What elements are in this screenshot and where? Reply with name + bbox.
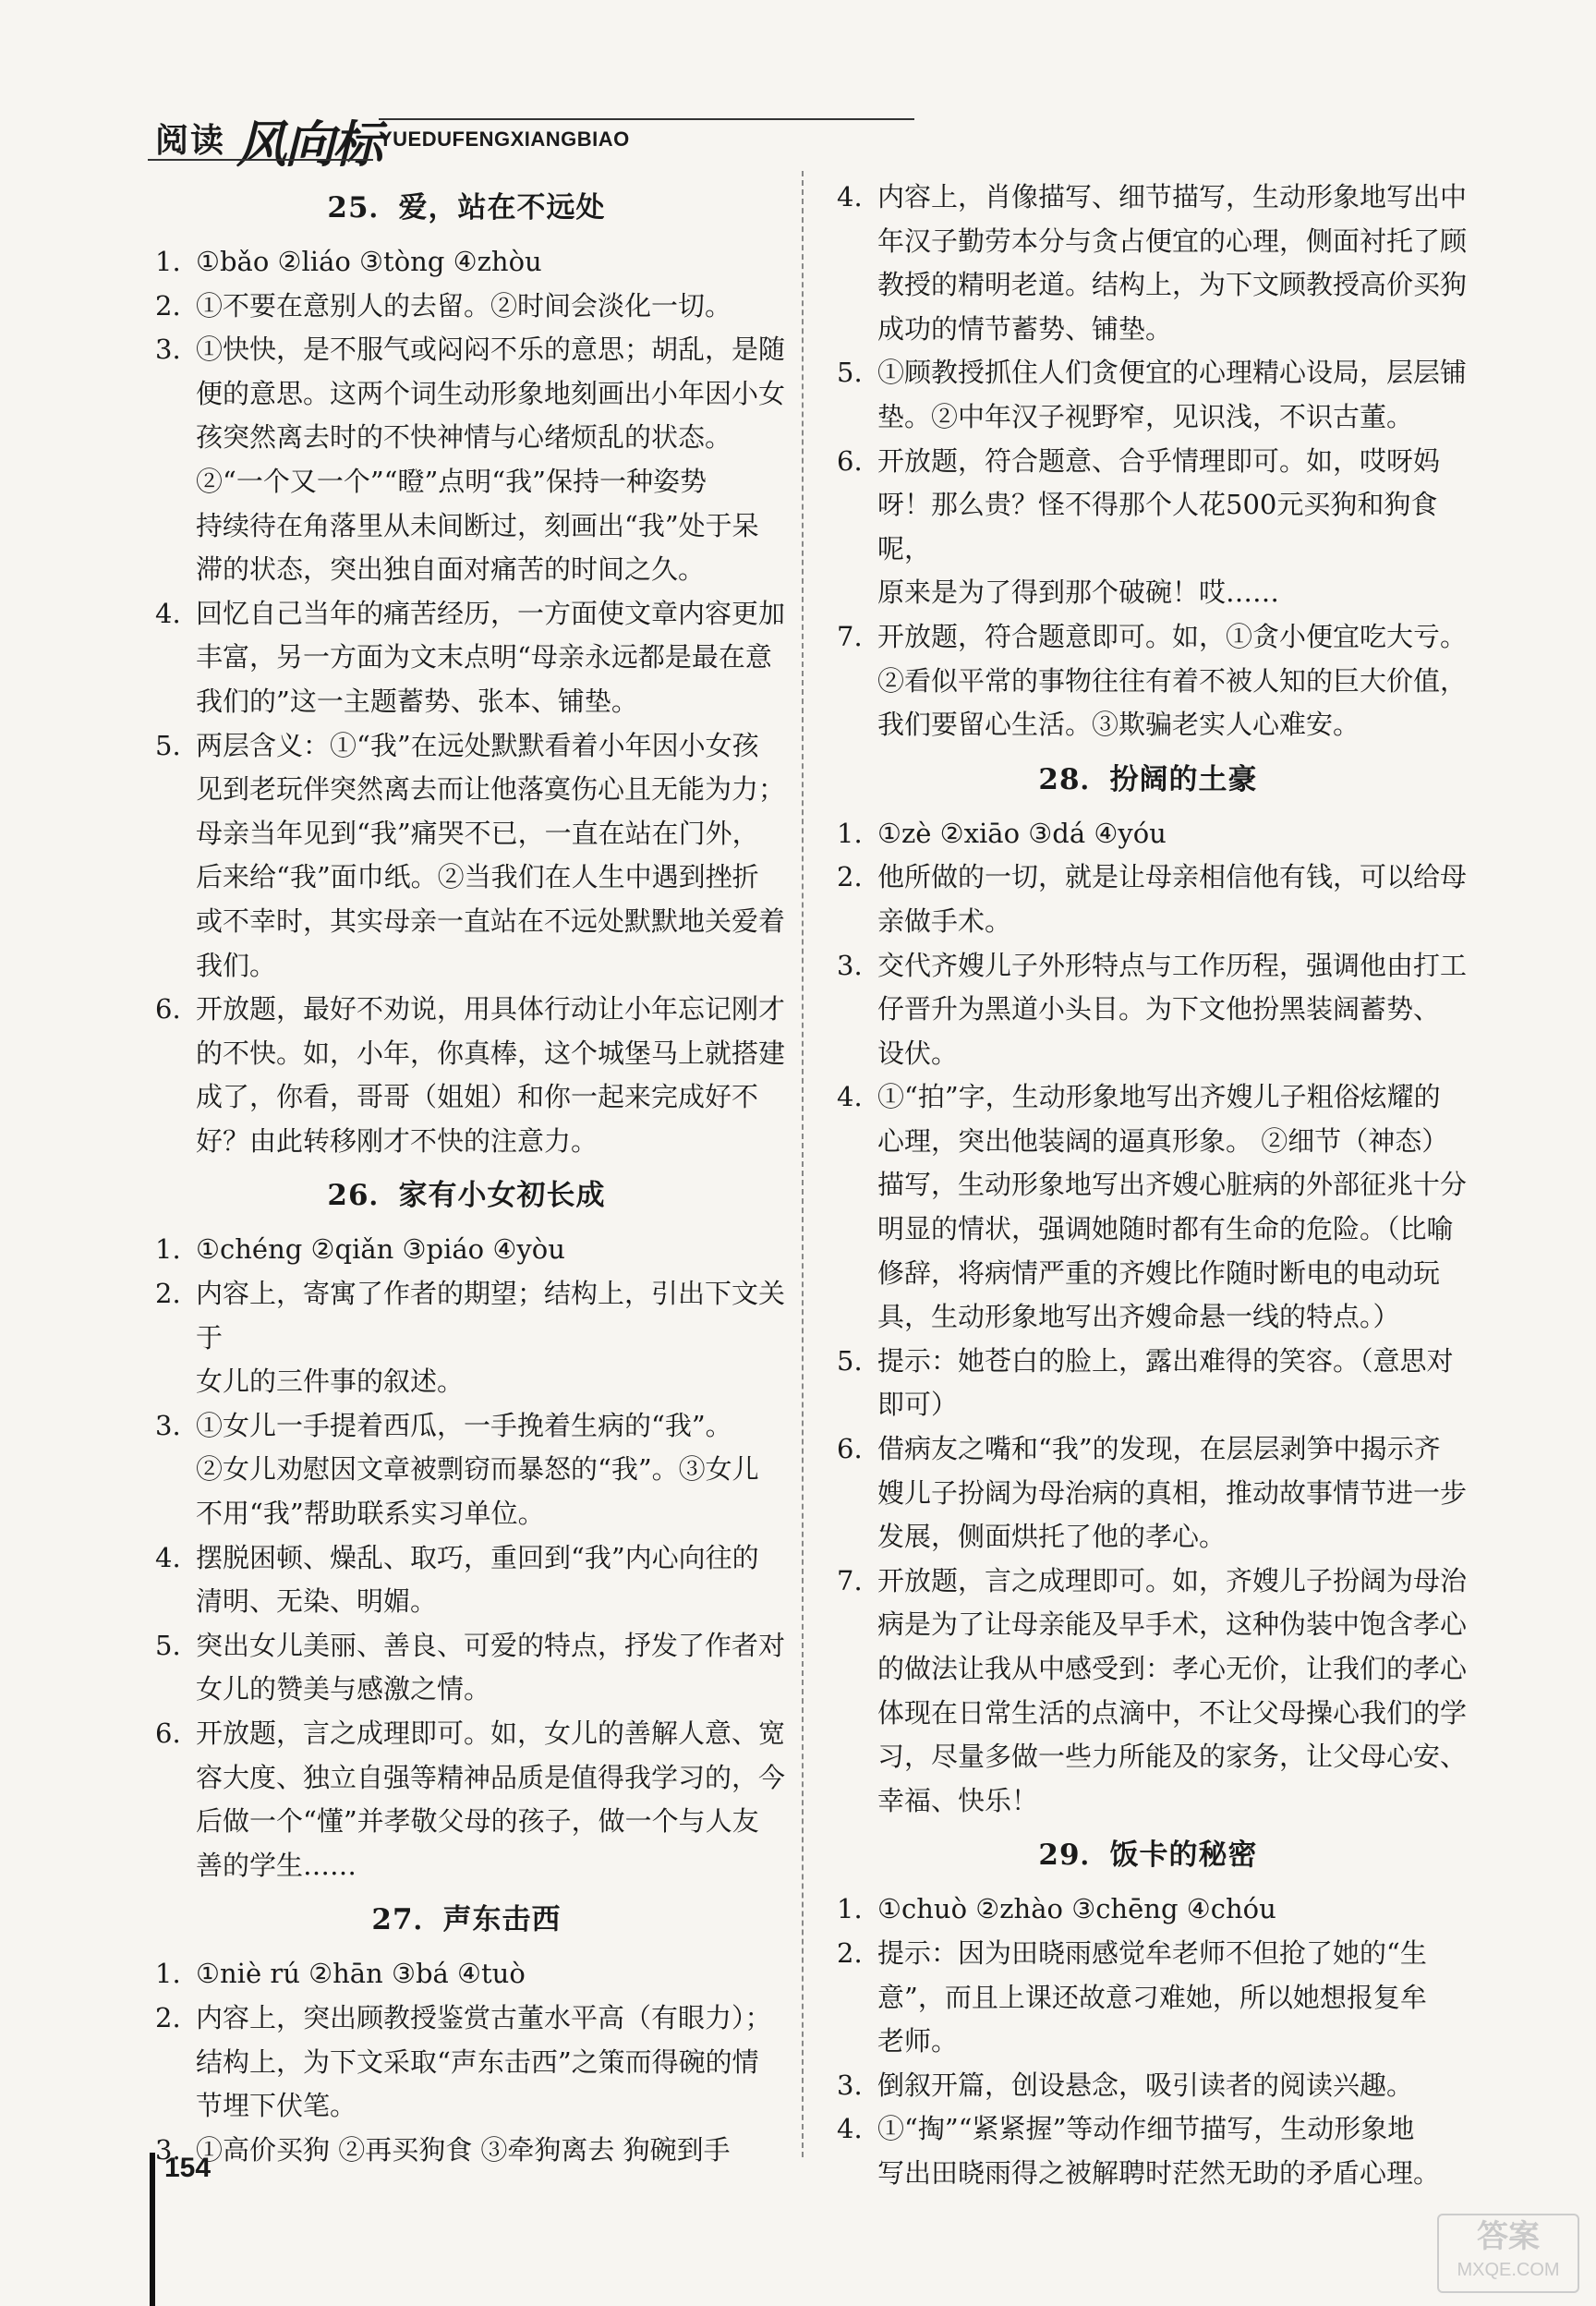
answer-line: 节埋下伏笔。 (196, 2090, 357, 2122)
answer-line: 嫂儿子扮阔为母治病的真相，推动故事情节进一步 (877, 1476, 1468, 1509)
answer-number: 4. (155, 1541, 181, 1573)
answer-item (148, 1272, 785, 1404)
answer-number: 4. (837, 2113, 863, 2145)
answer-number: 4. (837, 1081, 863, 1113)
answer-line: ②看似平常的事物往往有着不被人知的巨大价值， (877, 664, 1468, 697)
answer-number: 6. (837, 444, 863, 477)
answer-number: 5. (837, 357, 863, 389)
answer-line: ①zè ②xiāo ③dá ④yóu (877, 817, 1167, 849)
answer-line: 两层含义：①“我”在远处默默看着小年因小女孩 (196, 729, 759, 761)
answer-line: 女儿的赞美与感激之情。 (196, 1673, 491, 1705)
answer-line: 年汉子勤劳本分与贪占便宜的心理，侧面衬托了顾 (877, 225, 1468, 257)
answer-item (148, 592, 785, 724)
answer-item (829, 1340, 1467, 1427)
answer-line: 便的意思。这两个词生动形象地刻画出小年因小女 (196, 377, 786, 409)
answer-line: 突出女儿美丽、善良、可爱的特点，抒发了作者对 (196, 1629, 786, 1661)
section-title: 25．爱，站在不远处 (327, 191, 606, 225)
answer-number: 3. (837, 2069, 863, 2101)
answer-number: 1. (155, 1958, 181, 1990)
watermark-text: 答案 (1477, 2219, 1540, 2254)
answer-line: ①bǎo ②liáo ③tòng ④zhòu (196, 246, 542, 277)
answer-number: 2. (837, 1936, 863, 1969)
answer-line: 发展，侧面烘托了他的孝心。 (877, 1521, 1227, 1553)
answer-line: 体现在日常生活的点滴中，不让父母操心我们的学 (877, 1696, 1468, 1729)
answer-line: ①不要在意别人的去留。②时间会淡化一切。 (196, 289, 732, 322)
answer-line: ①chéng ②qiǎn ③piáo ④yòu (196, 1233, 565, 1266)
answer-number: 4. (155, 597, 181, 629)
answer-number: 5. (155, 729, 181, 761)
answer-line: ①女儿一手提着西瓜，一手挽着生病的“我”。 (196, 1409, 732, 1441)
answer-line: 摆脱困顿、燥乱、取巧，重回到“我”内心向往的 (196, 1541, 759, 1573)
answer-line: 意”，而且上课还故意刁难她，所以她想报复牟 (877, 1981, 1427, 2013)
answer-item (148, 1997, 785, 2129)
answer-line: 成了，你看，哥哥（姐姐）和你一起来完成好不 (196, 1081, 759, 1113)
answer-line: 心理，突出他装阔的逼真形象。 ②细节（神态） (877, 1124, 1449, 1157)
answer-item (829, 176, 1467, 351)
answer-line: 老师。 (877, 2025, 959, 2057)
answer-line: 设伏。 (877, 1037, 959, 1069)
answer-line: 描写，生动形象地写出齐嫂心脏病的外部征兆十分 (877, 1169, 1468, 1201)
answer-number: 2. (837, 861, 863, 893)
left-column (148, 176, 785, 2172)
answer-line: 内容上，突出顾教授鉴赏古董水平高（有眼力）； (196, 2001, 772, 2033)
answer-number: 3. (155, 1409, 181, 1441)
brand-reading-text: 阅读 (155, 121, 226, 160)
answer-line: 不用“我”帮助联系实习单位。 (196, 1498, 545, 1530)
answer-line: 习，尽量多做一些力所能及的家务，让父母心安、 (877, 1741, 1468, 1773)
answer-item (148, 1404, 785, 1536)
answer-line: 明显的情状，强调她随时都有生命的危险。（比喻 (877, 1213, 1454, 1245)
answer-line: 开放题，最好不劝说，用具体行动让小年忘记刚才 (196, 993, 786, 1026)
answer-item (829, 615, 1467, 747)
answer-item (829, 2107, 1467, 2195)
answer-item (148, 240, 785, 285)
answer-line: 清明、无染、明媚。 (196, 1585, 438, 1618)
answer-number: 7. (837, 620, 863, 652)
answer-item (829, 944, 1467, 1076)
brand-underline (148, 159, 373, 161)
answer-line: 好？由此转移刚才不快的注意力。 (196, 1124, 598, 1157)
answer-item (829, 856, 1467, 943)
answer-line: 善的学生…… (196, 1849, 357, 1881)
answer-line: 借病友之嘴和“我”的发现，在层层剥笋中揭示齐 (877, 1433, 1441, 1465)
answer-number: 1. (155, 1233, 181, 1266)
answer-item (829, 2064, 1467, 2108)
answer-line: 我们的”这一主题蓄势、张本、铺垫。 (196, 685, 638, 717)
answer-item (148, 1536, 785, 1624)
answer-item (829, 440, 1467, 615)
brand-pinyin: YUEDUFENGXIANGBIAO (379, 127, 630, 151)
answer-number: 6. (155, 993, 181, 1026)
answer-line: 幸福、快乐！ (877, 1784, 1039, 1816)
answer-line: ①niè rú ②hān ③bá ④tuò (196, 1958, 526, 1990)
answer-line: 开放题，言之成理即可。如，女儿的善解人意、宽 (196, 1717, 786, 1749)
answer-line: 开放题，符合题意即可。如，①贪小便宜吃大亏。 (877, 620, 1468, 652)
answer-line: 母亲当年见到“我”痛哭不已，一直在站在门外， (196, 817, 759, 849)
answer-line: ①顾教授抓住人们贪便宜的心理精心设局，层层铺 (877, 357, 1468, 389)
watermark-logo (1437, 2214, 1579, 2293)
answer-line: 孩突然离去时的不快神情与心绪烦乱的状态。 (196, 421, 732, 454)
answer-item (148, 1952, 785, 1997)
answer-line: 回忆自己当年的痛苦经历，一方面使文章内容更加 (196, 597, 786, 629)
answer-line: 倒叙开篇，创设悬念，吸引读者的阅读兴趣。 (877, 2069, 1414, 2101)
answer-item (148, 988, 785, 1163)
answer-number: 4. (837, 181, 863, 212)
answer-line: 的做法让我从中感受到：孝心无价，让我们的孝心 (877, 1653, 1468, 1684)
answer-item (148, 1624, 785, 1712)
answer-line: 的不快。如，小年，你真棒，这个城堡马上就搭建 (196, 1037, 786, 1069)
answer-item (148, 328, 785, 592)
section-title: 29．饭卡的秘密 (1038, 1839, 1258, 1873)
answer-line: 我们要留心生活。③欺骗老实人心难安。 (877, 709, 1360, 741)
answer-line: 容大度、独立自强等精神品质是值得我学习的，今 (196, 1761, 786, 1793)
answer-line: 滞的状态，突出独自面对痛苦的时间之久。 (196, 553, 706, 586)
answer-line: 开放题，符合题意、合乎情理即可。如，哎呀妈 (877, 444, 1441, 477)
answer-line: 教授的精明老道。结构上，为下文顾教授高价买狗 (877, 269, 1468, 301)
answer-line: 具，生动形象地写出齐嫂命悬一线的特点。） (877, 1301, 1400, 1333)
answer-number: 2. (155, 1278, 181, 1310)
answer-number: 5. (155, 1629, 181, 1661)
page-edge-bar (150, 2153, 155, 2306)
section-title: 27．声东击西 (371, 1903, 562, 1937)
answer-number: 1. (837, 817, 863, 849)
answer-line: 我们。 (196, 949, 277, 981)
answer-number: 2. (155, 2001, 181, 2033)
answer-number: 6. (837, 1433, 863, 1465)
answer-line: 或不幸时，其实母亲一直站在不远处默默地关爱着 (196, 904, 786, 937)
answer-line: 病是为了让母亲能及早手术，这种伪装中饱含孝心 (877, 1608, 1468, 1641)
answer-line: 提示：因为田晓雨感觉牟老师不但抢了她的“生 (877, 1936, 1427, 1969)
answer-item (829, 1932, 1467, 2064)
answer-line: 后做一个“懂”并孝敬父母的孩子，做一个与人友 (196, 1805, 759, 1838)
answer-number: 7. (837, 1564, 863, 1596)
answer-item (148, 1228, 785, 1272)
answer-line: 交代齐嫂儿子外形特点与工作历程，强调他由打工 (877, 949, 1468, 981)
column-divider (802, 171, 804, 2157)
answer-line: 见到老玩伴突然离去而让他落寞伤心且无能为力； (196, 773, 786, 806)
answer-line: 他所做的一切，就是让母亲相信他有钱，可以给母 (877, 861, 1468, 893)
right-column (829, 176, 1467, 2196)
answer-line: 原来是为了得到那个破碗！哎…… (877, 576, 1280, 609)
answer-item (148, 724, 785, 989)
answer-item (148, 285, 785, 329)
answer-item (829, 351, 1467, 439)
answer-number: 3. (155, 2133, 181, 2166)
answer-number: 6. (155, 1717, 181, 1749)
answer-line: 内容上，寄寓了作者的期望；结构上，引出下文关于 (196, 1278, 786, 1353)
answer-line: ①“掏”“紧紧握”等动作细节描写，生动形象地 (877, 2113, 1415, 2145)
answer-item (829, 1887, 1467, 1932)
answer-number: 1. (837, 1893, 863, 1925)
answer-line: 开放题，言之成理即可。如，齐嫂儿子扮阔为母治 (877, 1564, 1468, 1596)
answer-number: 5. (837, 1344, 863, 1377)
answer-line: 写出田晓雨得之被解聘时茫然无助的矛盾心理。 (877, 2156, 1441, 2189)
answer-line: 即可） (877, 1389, 959, 1421)
answer-line: ②女儿劝慰因文章被剽窃而暴怒的“我”。③女儿 (196, 1453, 759, 1486)
answer-item (148, 2129, 785, 2173)
answer-item (829, 812, 1467, 856)
answer-line: ①快快，是不服气或闷闷不乐的意思；胡乱，是随 (196, 334, 786, 366)
answer-line: 丰富，另一方面为文末点明“母亲永远都是最在意 (196, 641, 772, 674)
answer-line: ①“拍”字，生动形象地写出齐嫂儿子粗俗炫耀的 (877, 1081, 1441, 1113)
header-rule (379, 118, 914, 120)
answer-line: ①chuò ②zhào ③chēng ④chóu (877, 1893, 1276, 1925)
book-header (148, 103, 776, 174)
section-title: 28．扮阔的土豪 (1038, 762, 1258, 796)
answer-number: 2. (155, 289, 181, 322)
page-number: 154 (164, 2153, 212, 2183)
answer-number: 1. (155, 246, 181, 277)
answer-line: 后来给“我”面巾纸。②当我们在人生中遇到挫折 (196, 861, 759, 893)
answer-item (829, 1560, 1467, 1824)
watermark-url: MXQE.COM (1457, 2260, 1560, 2280)
answer-line: 女儿的三件事的叙述。 (196, 1365, 465, 1398)
answer-line: 亲做手术。 (877, 904, 1012, 937)
answer-line: ①高价买狗 ②再买狗食 ③牵狗离去 狗碗到手 (196, 2133, 731, 2166)
brand-logo-text: 风向标 (236, 115, 381, 174)
answer-line: 内容上，肖像描写、细节描写，生动形象地写出中 (877, 181, 1468, 212)
answer-line: ②“一个又一个”“瞪”点明“我”保持一种姿势 (196, 465, 707, 497)
answer-item (829, 1427, 1467, 1560)
answer-line: 成功的情节蓄势、铺垫。 (877, 312, 1173, 345)
answer-item (829, 1075, 1467, 1340)
section-title: 26．家有小女初长成 (327, 1179, 606, 1213)
answer-line: 提示：她苍白的脸上，露出难得的笑容。（意思对 (877, 1344, 1454, 1377)
answer-line: 结构上，为下文采取“声东击西”之策而得碗的情 (196, 2045, 759, 2078)
answer-number: 3. (837, 949, 863, 981)
answer-line: 垫。②中年汉子视野窄，见识浅，不识古董。 (877, 400, 1414, 432)
answer-line: 仔晋升为黑道小头目。为下文他扮黑装阔蓄势、 (877, 993, 1441, 1026)
answer-number: 3. (155, 334, 181, 366)
answer-line: 修辞，将病情严重的齐嫂比作随时断电的电动玩 (877, 1256, 1441, 1289)
answer-line: 呀！那么贵？怪不得那个人花500元买狗和狗食呢， (877, 489, 1438, 564)
answer-item (148, 1712, 785, 1887)
answer-line: 持续待在角落里从未间断过，刻画出“我”处于呆 (196, 509, 759, 541)
